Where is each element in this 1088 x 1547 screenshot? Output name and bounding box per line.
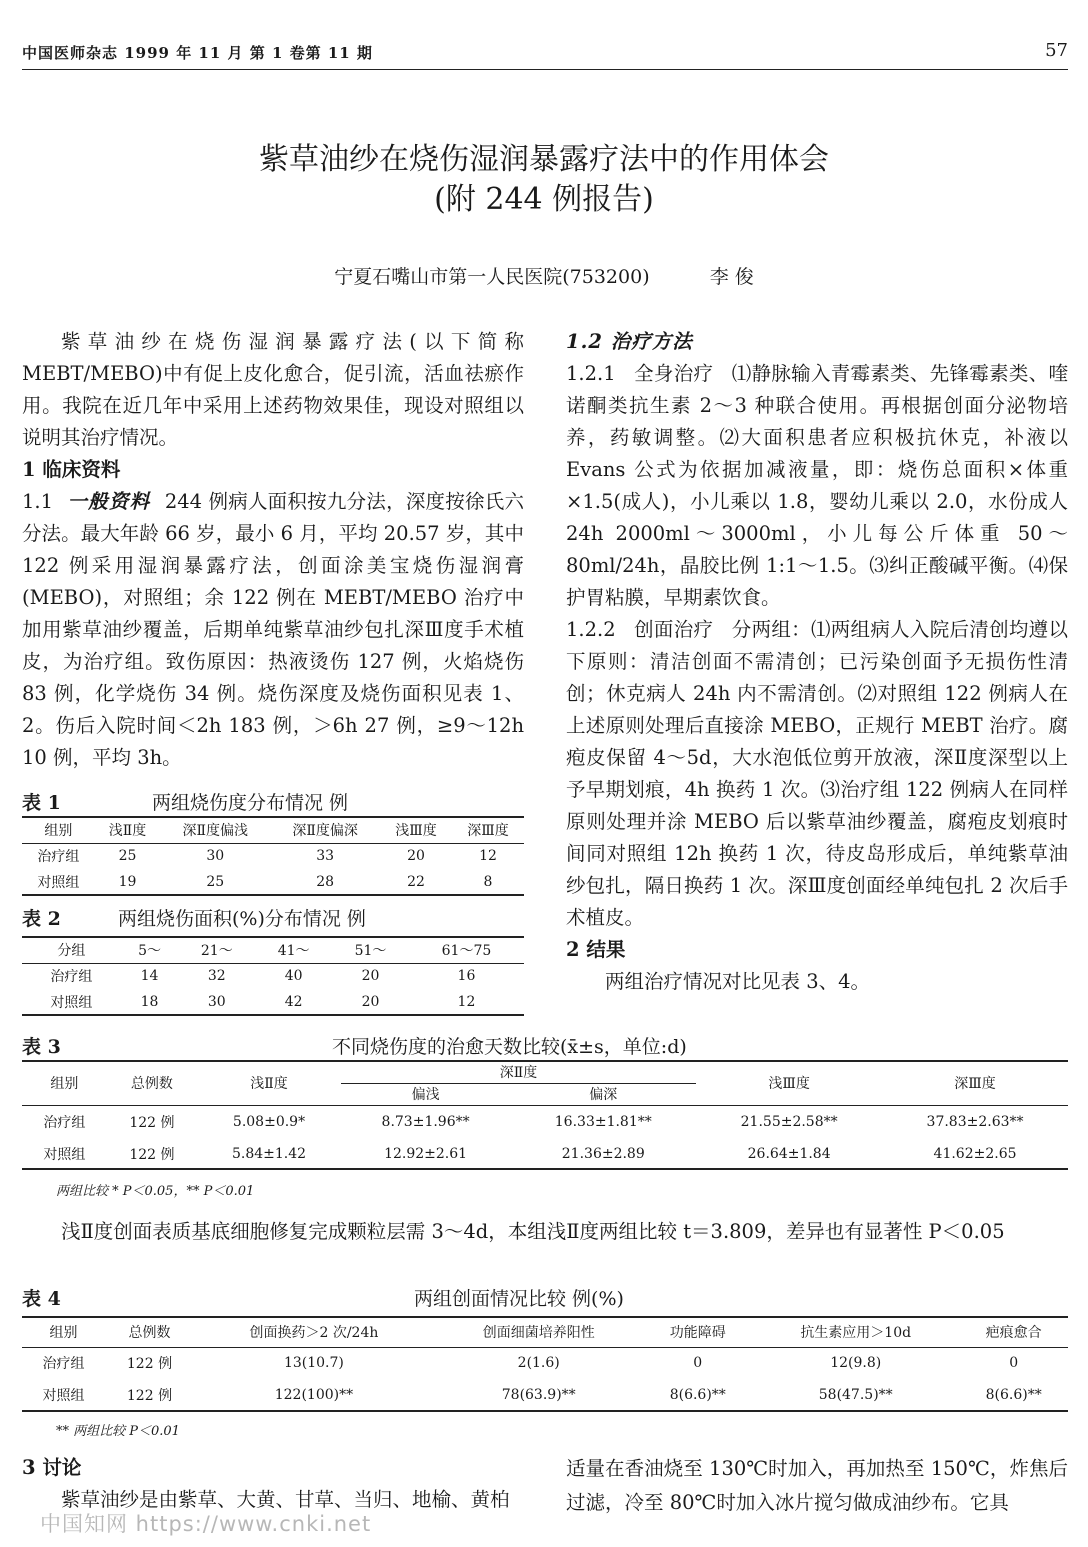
table-cell: 16 bbox=[457, 968, 476, 985]
table-header-cell: 总例数 bbox=[105, 1317, 194, 1347]
table-cell: 12 bbox=[479, 848, 497, 865]
table-header-cell: 41～ bbox=[255, 937, 332, 963]
table-header-cell: 深Ⅱ度偏浅 bbox=[160, 817, 270, 843]
table-row bbox=[22, 963, 524, 989]
table-cell: 0 bbox=[1009, 1355, 1019, 1372]
table-row bbox=[22, 1347, 1068, 1379]
discussion-left bbox=[22, 1452, 524, 1516]
table-cell: 对照组 bbox=[37, 874, 80, 891]
table-cell: 21.55±2.58** bbox=[740, 1114, 838, 1131]
table-cell: 122(100)** bbox=[274, 1386, 354, 1403]
table-cell: 0 bbox=[693, 1355, 703, 1372]
table-2 bbox=[22, 904, 524, 1016]
table-cell: 8.73±1.96** bbox=[381, 1114, 470, 1131]
author-name: 李 俊 bbox=[709, 266, 754, 288]
table-3-grid bbox=[22, 1060, 1068, 1170]
table-subheader-cell: 偏深 bbox=[510, 1083, 696, 1105]
table-row bbox=[22, 843, 524, 869]
table-4-caption bbox=[22, 1284, 1068, 1312]
section-1-heading: 1 临床资料 bbox=[22, 458, 121, 481]
table-3-caption bbox=[22, 1032, 1068, 1060]
table-header-cell: 浅Ⅲ度 bbox=[380, 817, 452, 843]
table-cell: 治疗组 bbox=[50, 969, 93, 986]
author-line bbox=[0, 262, 1088, 289]
table-header-cell: 创面细菌培养阳性 bbox=[434, 1317, 644, 1347]
article-title: 紫草油纱在烧伤湿润暴露疗法中的作用体会 bbox=[259, 142, 829, 177]
table-1-title: 两组烧伤度分布情况 例 bbox=[152, 792, 349, 814]
table-header-cell: 深Ⅱ度偏深 bbox=[270, 817, 380, 843]
table-cell: 42 bbox=[284, 993, 303, 1010]
table-cell: 8(6.6)** bbox=[669, 1386, 726, 1403]
table-cell: 22 bbox=[407, 873, 425, 890]
table-header-cell: 浅Ⅱ度 bbox=[197, 1061, 341, 1105]
table-row bbox=[22, 1139, 1068, 1169]
table-header-cell: 疤痕愈合 bbox=[959, 1317, 1068, 1347]
table-cell: 对照组 bbox=[42, 1387, 85, 1404]
table-3 bbox=[22, 1032, 1068, 1199]
table-4-title: 两组创面情况比较 例(%) bbox=[414, 1288, 624, 1310]
table-cell: 12(9.8) bbox=[830, 1355, 882, 1372]
section-1-1-number: 1.1 bbox=[22, 490, 54, 513]
section-1-2-2-number: 1.2.2 bbox=[566, 618, 616, 641]
discussion-text-left: 紫草油纱是由紫草、大黄、甘草、当归、地榆、黄柏 bbox=[61, 1488, 510, 1511]
table-cell: 25 bbox=[206, 873, 225, 890]
intro-paragraph: 紫草油纱在烧伤湿润暴露疗法(以下简称 MEBT/MEBO)中有促上皮化愈合，促引流，活血祛瘀作用。我院在近几年中采用上述药物效果佳，现设对照组以说明其治疗情况。 bbox=[22, 330, 524, 449]
table-cell: 8(6.6)** bbox=[985, 1386, 1042, 1403]
table-cell: 20 bbox=[361, 968, 380, 985]
discussion-right: 适量在香油烧至 130℃时加入，再加热至 150℃，炸焦后过滤，冷至 80℃时加入冰片搅匀做成油纱布。它具 bbox=[566, 1457, 1068, 1514]
section-1-1-text: 244 例病人面积按九分法，深度按徐氏六分法。最大年龄 66 岁，最小 6 月，平均 20.57 岁，其中 122 例采用湿润暴露疗法，创面涂美宝烧伤湿润膏(MEBO)，对照组；余 122 例在 MEBT/MEBO 治疗中加用紫草油纱覆盖，后期单纯紫草油纱包扎深Ⅲ度手术植皮，为治疗组。致伤原因：热液烫伤 127 例，火焰烧伤 83 例，化学烧伤 34 例。烧伤深度及烧伤面积见表 1、2。伤后入院时间＜2h 183 例，＞6h 27 例，≥9～12h 10 例，平均 3h。 bbox=[22, 490, 524, 769]
table-cell: 对照组 bbox=[43, 1146, 86, 1163]
table-cell: 37.83±2.63** bbox=[926, 1114, 1024, 1131]
table-cell: 2(1.6) bbox=[517, 1355, 560, 1372]
journal-info: 中国医师杂志 1999 年 11 月 第 1 卷第 11 期 bbox=[22, 44, 373, 62]
section-2-text: 两组治疗情况对比见表 3、4。 bbox=[605, 970, 871, 993]
affiliation: 宁夏石嘴山市第一人民医院(753200) bbox=[334, 266, 650, 288]
section-1-2-1-text: ⑴静脉输入青霉素类、先锋霉素类、喹诺酮类抗生素 2～3 种联合使用。再根据创面分泌物培养，药敏调整。⑵大面积患者应积极抗休克，补液以 Evans 公式为依据加减液量，即：烧伤总面积×体重×1.5(成人)，小儿乘以 1.8，婴幼儿乘以 2.0，水份成人 24h 2000ml～3000ml，小儿每公斤体重 50～80ml/24h，晶胶比例 1:1～1.5。⑶纠正酸碱平衡。⑷保护胃粘膜，早期素饮食。 bbox=[566, 362, 1068, 609]
table-cell: 30 bbox=[206, 848, 225, 865]
table-1-grid bbox=[22, 816, 524, 896]
table-cell: 40 bbox=[284, 968, 303, 985]
table-1 bbox=[22, 788, 524, 896]
table-cell: 14 bbox=[140, 968, 159, 985]
table-cell: 16.33±1.81** bbox=[554, 1114, 652, 1131]
page-number: 57 bbox=[1045, 40, 1068, 61]
table-header-cell: 深Ⅲ度 bbox=[882, 1061, 1068, 1105]
table-header-cell: 组别 bbox=[22, 1317, 105, 1347]
table-cell: 122 例 bbox=[129, 1146, 175, 1163]
table-4-label: 表 4 bbox=[22, 1288, 61, 1310]
table-header-cell: 深Ⅲ度 bbox=[452, 817, 524, 843]
table-header-cell: 61～75 bbox=[409, 937, 524, 963]
table-cell: 5.08±0.9* bbox=[232, 1114, 306, 1131]
table-cell: 治疗组 bbox=[42, 1356, 85, 1373]
table-cell: 122 例 bbox=[126, 1356, 173, 1373]
section-1-2-1-paragraph bbox=[566, 358, 1068, 614]
section-1-2-1-number: 1.2.1 bbox=[566, 362, 616, 385]
table-row bbox=[22, 1105, 1068, 1139]
table-3-title: 不同烧伤度的治愈天数比较(x̄±s，单位:d) bbox=[332, 1036, 687, 1058]
table-2-caption bbox=[22, 904, 524, 932]
table-header-cell: 分组 bbox=[22, 937, 121, 963]
table-4-note: ** 两组比较 P＜0.01 bbox=[56, 1424, 180, 1439]
table-3-note: 两组比较 * P＜0.05，** P＜0.01 bbox=[56, 1184, 255, 1199]
table-cell: 20 bbox=[407, 848, 425, 865]
table-4-grid bbox=[22, 1316, 1068, 1412]
table-cell: 30 bbox=[207, 993, 226, 1010]
table-row bbox=[22, 989, 524, 1015]
table-2-grid bbox=[22, 936, 524, 1016]
table-cell: 13(10.7) bbox=[283, 1355, 344, 1372]
table-header-cell: 深Ⅱ度 bbox=[341, 1061, 696, 1083]
cnki-watermark: 中国知网 https://www.cnki.net bbox=[40, 1512, 372, 1536]
article-subtitle: (附 244 例报告) bbox=[434, 182, 654, 217]
table-cell: 治疗组 bbox=[37, 849, 80, 866]
mid-paragraph: 浅Ⅱ度创面表质基底细胞修复完成颗粒层需 3～4d，本组浅Ⅱ度两组比较 t＝3.809，差异也有显著性 P＜0.05 bbox=[61, 1220, 1005, 1243]
table-cell: 32 bbox=[207, 968, 226, 985]
table-cell: 122 例 bbox=[126, 1387, 173, 1404]
table-header-cell: 组别 bbox=[22, 817, 95, 843]
left-column bbox=[22, 326, 524, 774]
table-4 bbox=[22, 1284, 1068, 1439]
section-1-2-2-text: 分两组：⑴两组病人入院后清创均遵以下原则：清洁创面不需清创；已污染创面予无损伤性清创；休克病人 24h 内不需清创。⑵对照组 122 例病人在上述原则处理后直接涂 MEBO，正规行 MEBT 治疗。腐疱皮保留 4～5d，大水泡低位剪开放液，深Ⅱ度深型以上予早期划痕，4h 换药 1 次。⑶治疗组 122 例病人在同样原则处理并涂 MEBO 后以紫草油纱覆盖，腐疱皮划痕时间同对照组 12h 换药 1 次，待皮岛形成后，单纯紫草油纱包扎，隔日换药 1 次。深Ⅲ度创面经单纯包扎 2 次后手术植皮。 bbox=[566, 618, 1068, 929]
table-cell: 33 bbox=[316, 848, 335, 865]
table-cell: 8 bbox=[483, 873, 493, 890]
right-column bbox=[566, 326, 1068, 998]
table-cell: 19 bbox=[118, 873, 137, 890]
table-header-cell: 抗生素应用＞10d bbox=[752, 1317, 959, 1347]
table-cell: 21.36±2.89 bbox=[561, 1145, 645, 1162]
table-cell: 41.62±2.65 bbox=[933, 1145, 1017, 1162]
table-cell: 12 bbox=[457, 993, 476, 1010]
section-2-heading: 2 结果 bbox=[566, 938, 626, 961]
table-cell: 25 bbox=[118, 848, 137, 865]
table-cell: 18 bbox=[140, 993, 159, 1010]
running-header bbox=[22, 40, 1068, 70]
table-row bbox=[22, 1379, 1068, 1411]
section-1-1-title: 一般资料 bbox=[67, 490, 151, 513]
table-header-cell: 功能障碍 bbox=[643, 1317, 752, 1347]
section-1-2-2-title: 创面治疗 bbox=[634, 618, 714, 641]
table-header-cell: 创面换药＞2 次/24h bbox=[194, 1317, 434, 1347]
table-header-cell: 51～ bbox=[332, 937, 409, 963]
table-cell: 对照组 bbox=[50, 994, 93, 1011]
table-cell: 12.92±2.61 bbox=[384, 1145, 468, 1162]
table-3-label: 表 3 bbox=[22, 1036, 61, 1058]
table-cell: 78(63.9)** bbox=[501, 1386, 576, 1403]
table-header-cell: 组别 bbox=[22, 1061, 107, 1105]
section-1-2-2-paragraph bbox=[566, 614, 1068, 934]
table-header-cell: 浅Ⅱ度 bbox=[95, 817, 161, 843]
table-header-cell: 21～ bbox=[178, 937, 255, 963]
table-cell: 58(47.5)** bbox=[818, 1386, 893, 1403]
table-1-label: 表 1 bbox=[22, 792, 61, 814]
section-1-2-heading: 1.2 治疗方法 bbox=[566, 330, 693, 353]
table-header-cell: 5～ bbox=[121, 937, 179, 963]
table-cell: 20 bbox=[361, 993, 380, 1010]
table-cell: 26.64±1.84 bbox=[747, 1145, 831, 1162]
table-row bbox=[22, 869, 524, 895]
table-header-cell: 浅Ⅲ度 bbox=[696, 1061, 882, 1105]
table-subheader-cell: 偏浅 bbox=[341, 1083, 510, 1105]
section-3-heading: 3 讨论 bbox=[22, 1456, 82, 1479]
table-cell: 28 bbox=[316, 873, 335, 890]
table-cell: 5.84±1.42 bbox=[231, 1145, 307, 1162]
table-1-caption bbox=[22, 788, 524, 816]
table-cell: 治疗组 bbox=[43, 1115, 86, 1132]
table-cell: 122 例 bbox=[129, 1115, 175, 1132]
section-1-2-1-title: 全身治疗 bbox=[634, 362, 714, 385]
table-header-cell: 总例数 bbox=[107, 1061, 198, 1105]
table-2-title: 两组烧伤面积(%)分布情况 例 bbox=[118, 908, 366, 930]
section-1-1-paragraph bbox=[22, 486, 524, 774]
table-2-label: 表 2 bbox=[22, 908, 61, 930]
